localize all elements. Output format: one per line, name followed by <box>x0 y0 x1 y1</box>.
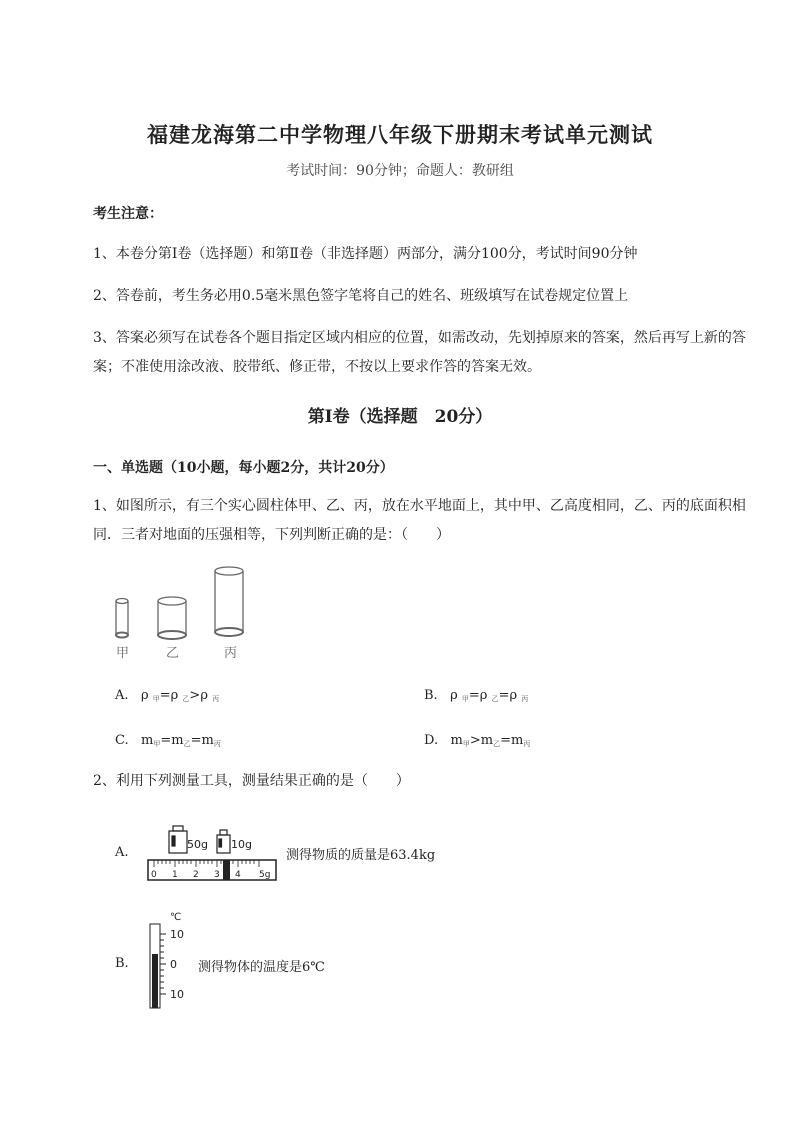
notice-item-1: 1、本卷分第Ⅰ卷（选择题）和第Ⅱ卷（非选择题）两部分，满分100分，考试时间90分钟 <box>93 246 638 262</box>
label-bing: 丙 <box>224 646 238 661</box>
option-1b[interactable]: B. ρ $_甲$=ρ $_乙$=ρ $_丙$ <box>424 688 529 703</box>
cylinders-figure <box>108 563 258 663</box>
option-1c[interactable]: C. $m_甲=m_乙=m_丙$ <box>115 733 221 748</box>
notice-heading: 考生注意： <box>93 206 163 222</box>
option-2b-letter[interactable]: B. <box>115 956 129 971</box>
scale-label-3: 3 <box>214 870 220 880</box>
option-1d[interactable]: D. $m_甲>m_乙=m_丙$ <box>424 733 531 748</box>
balance-figure <box>145 822 280 884</box>
scale-label-4: 4 <box>235 870 241 880</box>
thermometer-unit: ℃ <box>170 912 182 923</box>
scale-label-1: 1 <box>172 870 178 880</box>
cylinder-jia <box>116 599 128 638</box>
part-heading: 一、单选题（10小题，每小题2分，共计20分） <box>93 460 394 476</box>
option-2a-text[interactable]: 测得物质的质量是63.4kg <box>286 848 436 863</box>
scale-label-0: 0 <box>151 870 157 880</box>
option-2a-letter[interactable]: A. <box>115 845 129 860</box>
scale-ticks <box>154 860 259 867</box>
thermometer-label-bottom: 10 <box>170 988 184 1001</box>
option-1a[interactable]: A. ρ $_甲$=ρ $_乙$>ρ $_丙$ <box>115 688 220 703</box>
weight-50g <box>169 826 187 853</box>
scale-label-5: 5g <box>259 870 271 880</box>
question-1-stem: 1、如图所示，有三个实心圆柱体甲、乙、丙，放在水平地面上，其中甲、乙高度相同，乙、丙的底面积相同．三者对地面的压强相等，下列判断正确的是：（ ） <box>93 498 746 543</box>
rider <box>223 860 230 880</box>
label-jia: 甲 <box>116 646 130 661</box>
exam-subtitle: 考试时间：90分钟；命题人：教研组 <box>286 163 514 179</box>
thermometer-label-zero: 0 <box>170 958 177 971</box>
thermometer-label-top: 10 <box>170 928 184 941</box>
cylinder-yi <box>158 597 186 639</box>
thermometer-liquid <box>152 954 158 1008</box>
scale-label-2: 2 <box>193 870 199 880</box>
notice-item-2: 2、答卷前，考生务必用0.5毫米黑色签字笔将自己的姓名、班级填写在试卷规定位置上 <box>93 288 629 304</box>
cylinder-bing <box>215 567 243 636</box>
weight-50g-label: 50g <box>187 838 208 851</box>
section-title: 第Ⅰ卷（选择题 20分） <box>307 407 493 427</box>
label-yi: 乙 <box>166 646 180 661</box>
weight-10g <box>217 830 230 853</box>
notice-item-3: 3、答案必须写在试卷各个题目指定区域内相应的位置，如需改动，先划掉原来的答案，然后再写上新的答案；不准使用涂改液、胶带纸、修正带，不按以上要求作答的答案无效。 <box>93 330 746 375</box>
weight-10g-label: 10g <box>231 838 252 851</box>
page-title: 福建龙海第二中学物理八年级下册期末考试单元测试 <box>147 122 653 147</box>
question-2-stem: 2、利用下列测量工具，测量结果正确的是（ ） <box>93 773 410 789</box>
option-2b-text[interactable]: 测得物体的温度是6℃ <box>198 960 325 975</box>
thermometer-figure <box>140 906 200 1012</box>
thermometer-ticks <box>160 934 166 994</box>
